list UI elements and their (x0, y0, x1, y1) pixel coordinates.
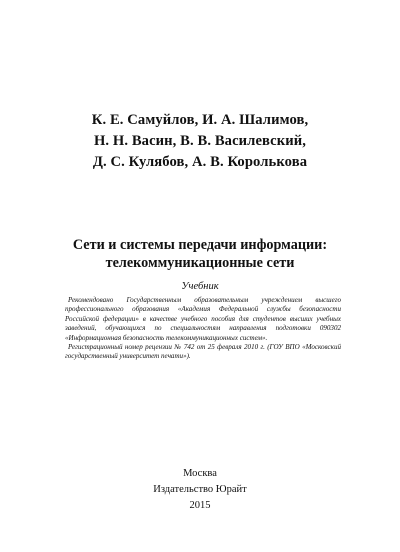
authors-line-2: Н. Н. Васин, В. В. Василевский, (93, 133, 307, 149)
imprint-publisher: Издательство Юрайт (153, 484, 247, 495)
authors-block (0, 110, 400, 173)
book-kind: Учебник (181, 281, 219, 292)
book-title-line-2: телекоммуникационные сети (105, 255, 295, 271)
authors-line-3: Д. С. Кулябов, А. В. Королькова (92, 154, 308, 170)
authors-line-1: К. Е. Самуйлов, И. А. Шалимов, (91, 112, 309, 128)
recommendation-block (65, 296, 341, 362)
recommendation-text: Рекомендовано Государственным образовательным учреждением высшего профессионального образования «Академия Федеральной службы безопасности Российской федерации» в качестве учебного пособия для студентов высших учебных заведений, обучающихся по специальностям направления подготовки 090302 «Информационная безопасность телекоммуникационных систем». (65, 296, 341, 342)
imprint-block (0, 466, 400, 514)
book-title-line-1: Сети и системы передачи информации: (72, 237, 328, 253)
imprint-city: Москва (183, 468, 217, 479)
book-title (0, 236, 400, 272)
registration-text: Регистрационный номер рецензии № 742 от 25 февраля 2010 г. (ГОУ ВПО «Московский государственный университет печати»). (65, 343, 341, 361)
imprint-year: 2015 (189, 500, 211, 511)
